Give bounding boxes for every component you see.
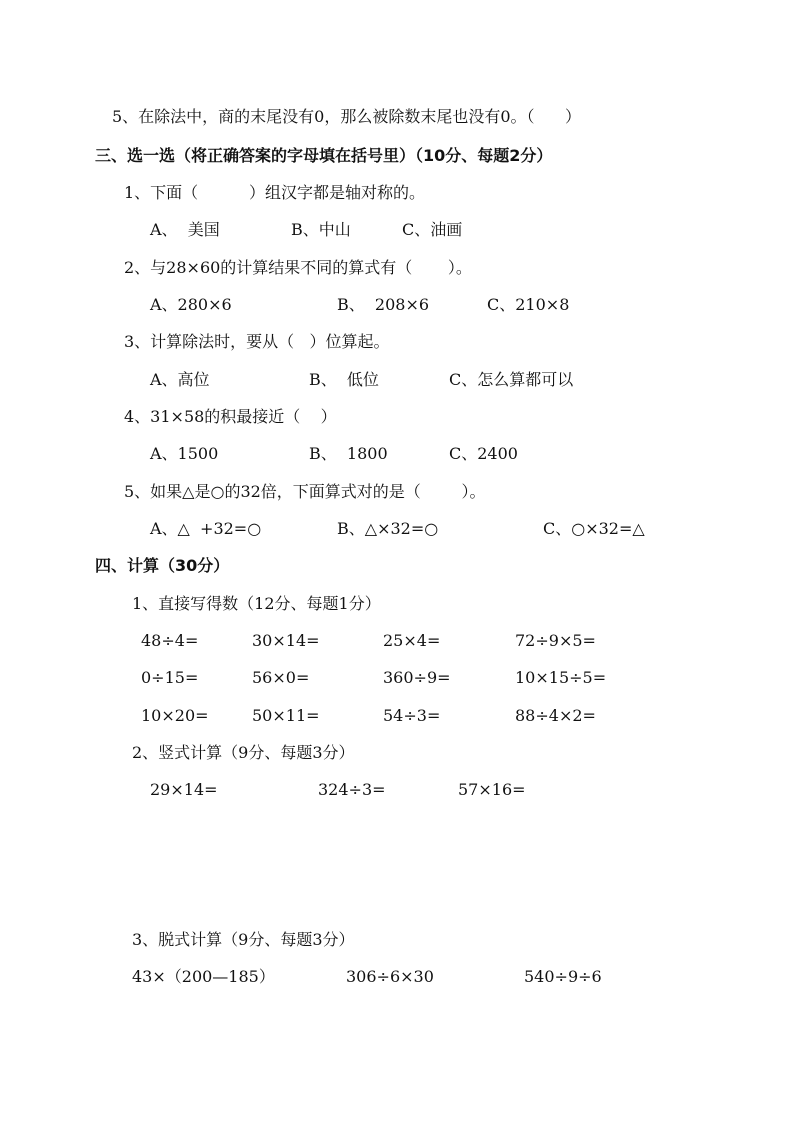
oral-calc-item: 360÷9= (383, 668, 451, 687)
part-1-label: 1、直接写得数（12分、每题1分） (132, 594, 381, 613)
q3-option-b: B、 低位 (309, 370, 379, 389)
q1-option-b: B、中山 (291, 220, 351, 239)
vertical-calc-item: 324÷3= (318, 780, 386, 799)
oral-calc-item: 50×11= (252, 706, 320, 725)
q2-option-a: A、280×6 (150, 295, 232, 314)
choice-question-3: 3、计算除法时，要从（ ）位算起。 (124, 332, 390, 351)
part-2-label: 2、竖式计算（9分、每题3分） (132, 743, 355, 762)
true-false-question-5: 5、在除法中，商的末尾没有0，那么被除数末尾也没有0。（ ） (112, 107, 582, 126)
oral-calc-item: 56×0= (252, 668, 310, 687)
choice-question-4: 4、31×58的积最接近（ ） (124, 407, 337, 426)
oral-calc-item: 25×4= (383, 631, 441, 650)
oral-calc-item: 72÷9×5= (515, 631, 596, 650)
choice-question-5: 5、如果△是○的32倍，下面算式对的是（ ）。 (124, 482, 486, 501)
q5-option-b: B、△×32=○ (337, 519, 439, 538)
vertical-calc-item: 57×16= (458, 780, 526, 799)
q1-option-c: C、油画 (402, 220, 463, 239)
q2-option-b: B、 208×6 (337, 295, 430, 314)
step-calc-item: 540÷9÷6 (524, 967, 602, 986)
oral-calc-item: 88÷4×2= (515, 706, 596, 725)
q4-option-b: B、 1800 (309, 444, 388, 463)
q5-option-a: A、△ +32=○ (150, 519, 262, 538)
q4-option-c: C、2400 (449, 444, 518, 463)
q5-option-c: C、○×32=△ (543, 519, 645, 538)
section-4-title: 四、计算（30分） (95, 556, 230, 575)
oral-calc-item: 10×20= (141, 706, 209, 725)
q3-option-c: C、怎么算都可以 (449, 370, 574, 389)
q1-option-a: A、 美国 (150, 220, 220, 239)
q3-option-a: A、高位 (150, 370, 210, 389)
q4-option-a: A、1500 (150, 444, 219, 463)
part-3-label: 3、脱式计算（9分、每题3分） (132, 930, 355, 949)
choice-question-1: 1、下面（ ）组汉字都是轴对称的。 (124, 183, 426, 202)
oral-calc-item: 10×15÷5= (515, 668, 607, 687)
oral-calc-item: 0÷15= (141, 668, 199, 687)
vertical-calc-item: 29×14= (150, 780, 218, 799)
step-calc-item: 306÷6×30 (346, 967, 434, 986)
q2-option-c: C、210×8 (487, 295, 570, 314)
oral-calc-item: 54÷3= (383, 706, 441, 725)
section-3-title: 三、选一选（将正确答案的字母填在括号里）（10分、每题2分） (95, 146, 553, 165)
step-calc-item: 43×（200—185） (132, 967, 275, 986)
choice-question-2: 2、与28×60的计算结果不同的算式有（ ）。 (124, 258, 472, 277)
oral-calc-item: 30×14= (252, 631, 320, 650)
oral-calc-item: 48÷4= (141, 631, 199, 650)
